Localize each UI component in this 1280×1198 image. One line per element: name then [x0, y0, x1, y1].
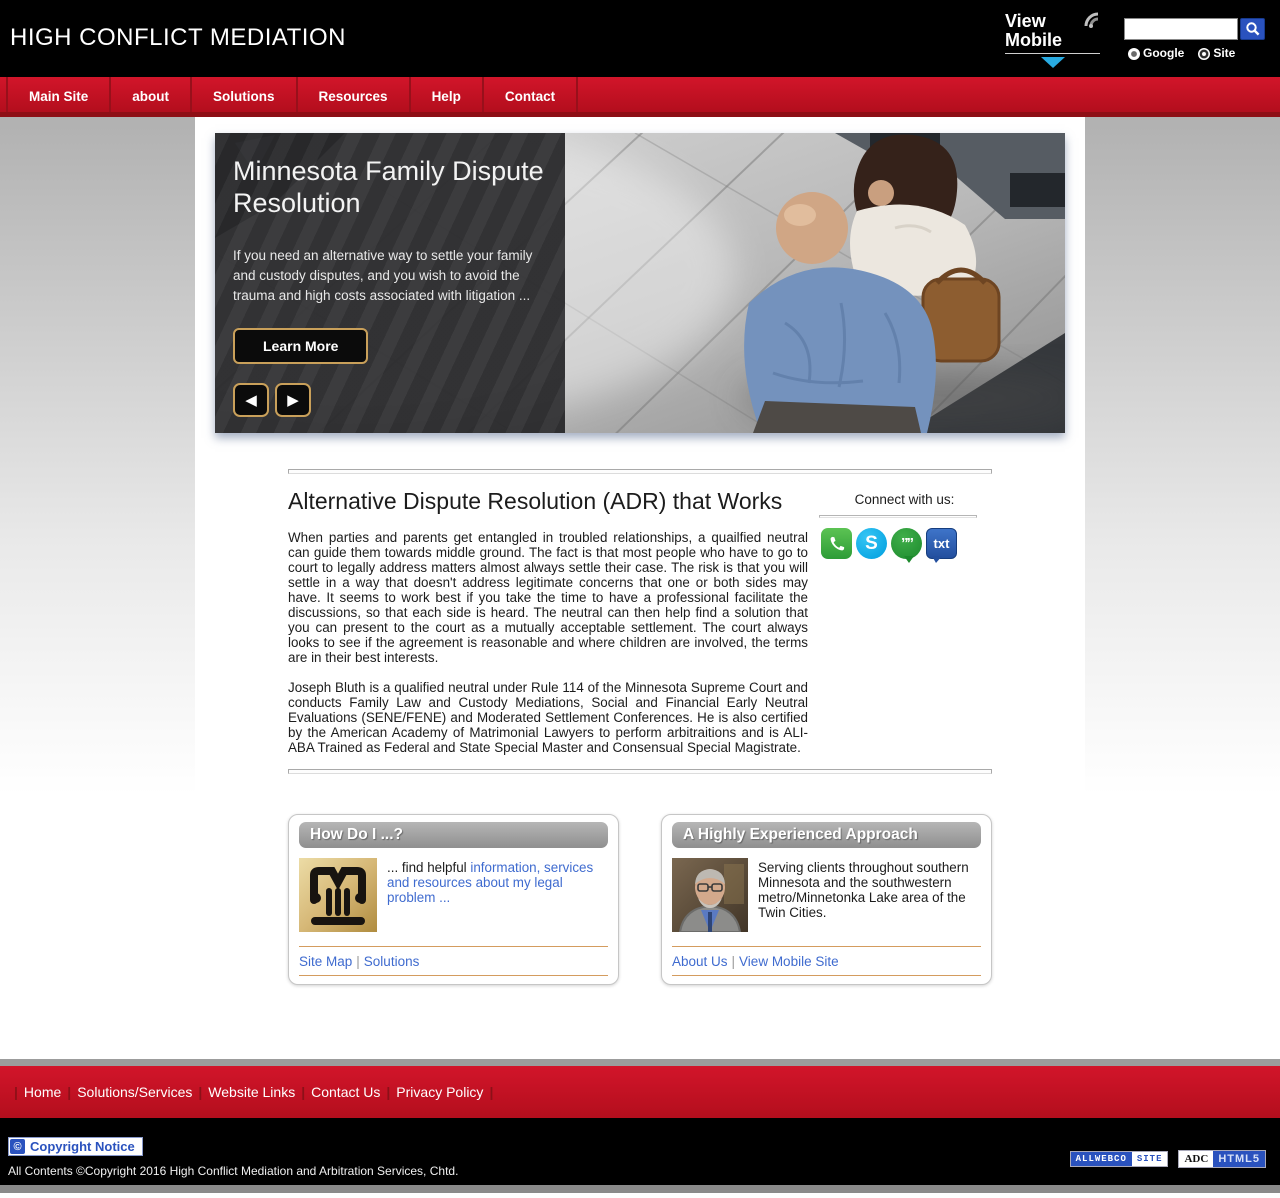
- footer-link-website-links[interactable]: Website Links: [208, 1084, 296, 1100]
- allwebco-site-badge[interactable]: [1070, 1151, 1169, 1167]
- nav-item-help[interactable]: Help: [411, 77, 484, 112]
- magnifier-icon: [1245, 21, 1261, 37]
- page-bottom-strip: [0, 1185, 1280, 1193]
- view-mobile-link[interactable]: [1005, 12, 1100, 68]
- site-radio[interactable]: [1198, 48, 1210, 60]
- how-do-i-lead: ... find helpful: [387, 860, 471, 875]
- adc-html5-badge[interactable]: [1178, 1150, 1266, 1168]
- pipe-separator: |: [386, 1084, 391, 1100]
- article-paragraph-1: When parties and parents get entangled in troubled relationships, a quailfied neutral can guide them towards middle ground. The fact is that most people who have to go to court to legally address matters almost always settle their case. The risk is that you will settle in a way that doesn't address legitimate concerns that one or both sides may have. It seems to work best if you take the time to have a professional facilitate the discussions, so that each side is heard. The neutral can then help find a solution that you can present to the court as a mutually acceptable settlement. The court always looks to see if the agreement is reasonable and where children are involved, the terms are in their best interests.: [288, 530, 808, 665]
- top-header: [0, 0, 1280, 77]
- txt-icon[interactable]: [926, 528, 957, 559]
- next-slide-button[interactable]: ▶: [275, 383, 311, 417]
- connect-divider: [819, 515, 977, 518]
- allwebco-badge-left: ALLWEBCO: [1071, 1152, 1132, 1166]
- mediator-portrait-image: [672, 858, 748, 932]
- main-navigation: [0, 77, 1280, 117]
- article-paragraph-2: Joseph Bluth is a qualified neutral under Rule 114 of the Minnesota Supreme Court and conducts Family Law and Custody Mediations, Social and Financial Early Neutral Evaluations (SENE/FENE) and Moderated Settlement Conferences. He is also certified by the American Academy of Matrimonial Lawyers to perform arbitraitions and is ALI-ABA Trained as Federal and State Special Master and Consensual Special Magistrate.: [288, 680, 808, 755]
- copyright-text: All Contents ©Copyright 2016 High Conflict Mediation and Arbitration Services, Chtd.: [8, 1164, 459, 1178]
- adc-badge-left: ADC: [1179, 1151, 1213, 1167]
- search-button[interactable]: [1240, 18, 1265, 40]
- top-divider: [288, 469, 992, 474]
- legal-problem-link[interactable]: information, services and resources about my legal problem ...: [387, 860, 594, 905]
- pipe-separator: |: [198, 1084, 203, 1100]
- footer-link-solutions-services[interactable]: Solutions/Services: [77, 1084, 193, 1100]
- copyright-icon: ©: [10, 1139, 25, 1154]
- pipe-separator: |: [356, 954, 360, 969]
- page-title: HIGH CONFLICT MEDIATION: [10, 24, 346, 51]
- footer-link-contact-us[interactable]: Contact Us: [311, 1084, 381, 1100]
- content-column: [195, 117, 1085, 1059]
- footer-nav: [0, 1066, 1280, 1118]
- pipe-separator: |: [14, 1084, 18, 1100]
- experienced-approach-header: A Highly Experienced Approach: [672, 822, 981, 848]
- box-divider: [299, 975, 608, 976]
- footer-top-strip: [0, 1059, 1280, 1066]
- pipe-separator: |: [301, 1084, 306, 1100]
- search-area: [1124, 18, 1266, 60]
- info-boxes: [288, 814, 992, 985]
- page-background: [0, 117, 1280, 1059]
- hero-title: Minnesota Family Dispute Resolution: [233, 156, 544, 219]
- pipe-separator: |: [67, 1084, 72, 1100]
- hero-slider: [215, 133, 1065, 433]
- view-mobile-line1: View: [1005, 11, 1046, 31]
- footer-link-home[interactable]: Home: [23, 1084, 62, 1100]
- slider-controls: [233, 383, 311, 417]
- nav-item-solutions[interactable]: Solutions: [192, 77, 298, 112]
- view-mobile-underline: [1005, 53, 1100, 54]
- google-radio-label: Google: [1143, 46, 1185, 60]
- skype-letter: S: [865, 532, 878, 554]
- allwebco-badge-right: SITE: [1132, 1152, 1168, 1166]
- copyright-notice-badge[interactable]: [8, 1137, 143, 1156]
- article-heading: Alternative Dispute Resolution (ADR) that Works: [288, 488, 783, 514]
- nav-item-main-site[interactable]: Main Site: [6, 77, 111, 112]
- how-do-i-header: How Do I ...?: [299, 822, 608, 848]
- article: [288, 482, 808, 755]
- nav-item-resources[interactable]: Resources: [298, 77, 411, 112]
- footer-bottom: [0, 1118, 1280, 1185]
- site-radio-label: Site: [1213, 46, 1236, 60]
- how-do-i-text: [387, 858, 608, 936]
- search-input[interactable]: [1124, 18, 1238, 40]
- box-divider: [672, 975, 981, 976]
- how-do-i-box: [288, 814, 619, 985]
- signal-arcs-icon: [1082, 8, 1108, 35]
- experienced-approach-text: Serving clients throughout southern Minnesota and the southwestern metro/Minnetonka Lake area of the Twin Cities.: [758, 860, 969, 920]
- site-map-link[interactable]: Site Map: [299, 954, 353, 969]
- bottom-divider: [288, 769, 992, 774]
- nav-item-about[interactable]: about: [111, 77, 192, 112]
- hangouts-icon[interactable]: [891, 528, 922, 559]
- column-logo-image: [299, 858, 377, 932]
- solutions-link[interactable]: Solutions: [363, 954, 420, 969]
- search-scope-google[interactable]: [1128, 46, 1184, 60]
- pipe-separator: |: [489, 1084, 494, 1100]
- nav-item-contact[interactable]: Contact: [484, 77, 578, 112]
- view-mobile-line2: Mobile: [1005, 30, 1062, 50]
- phone-icon[interactable]: [821, 528, 852, 559]
- hero-text: If you need an alternative way to settle your family and custody disputes, and you wish to avoid the trauma and high costs associated with litigation ...: [233, 247, 533, 303]
- about-us-link[interactable]: About Us: [672, 954, 728, 969]
- main-content: [288, 469, 992, 774]
- prev-slide-button[interactable]: ◀: [233, 383, 269, 417]
- skype-icon[interactable]: [856, 528, 887, 559]
- learn-more-button[interactable]: Learn More: [233, 328, 368, 364]
- experienced-approach-box: [661, 814, 992, 985]
- txt-label: txt: [933, 536, 950, 551]
- footer-badges: [1070, 1150, 1266, 1168]
- adc-badge-right: HTML5: [1213, 1151, 1265, 1167]
- connect-label: Connect with us:: [854, 492, 955, 507]
- mobile-down-arrow-icon: [1041, 57, 1065, 68]
- copyright-badge-label: Copyright Notice: [30, 1139, 135, 1154]
- google-radio[interactable]: [1128, 48, 1140, 60]
- pipe-separator: |: [731, 954, 736, 969]
- view-mobile-site-link[interactable]: View Mobile Site: [739, 954, 839, 969]
- footer-link-privacy-policy[interactable]: Privacy Policy: [396, 1084, 484, 1100]
- connect-panel: [817, 482, 992, 755]
- search-scope-site[interactable]: [1198, 46, 1235, 60]
- hangouts-quotes: ””: [901, 535, 912, 552]
